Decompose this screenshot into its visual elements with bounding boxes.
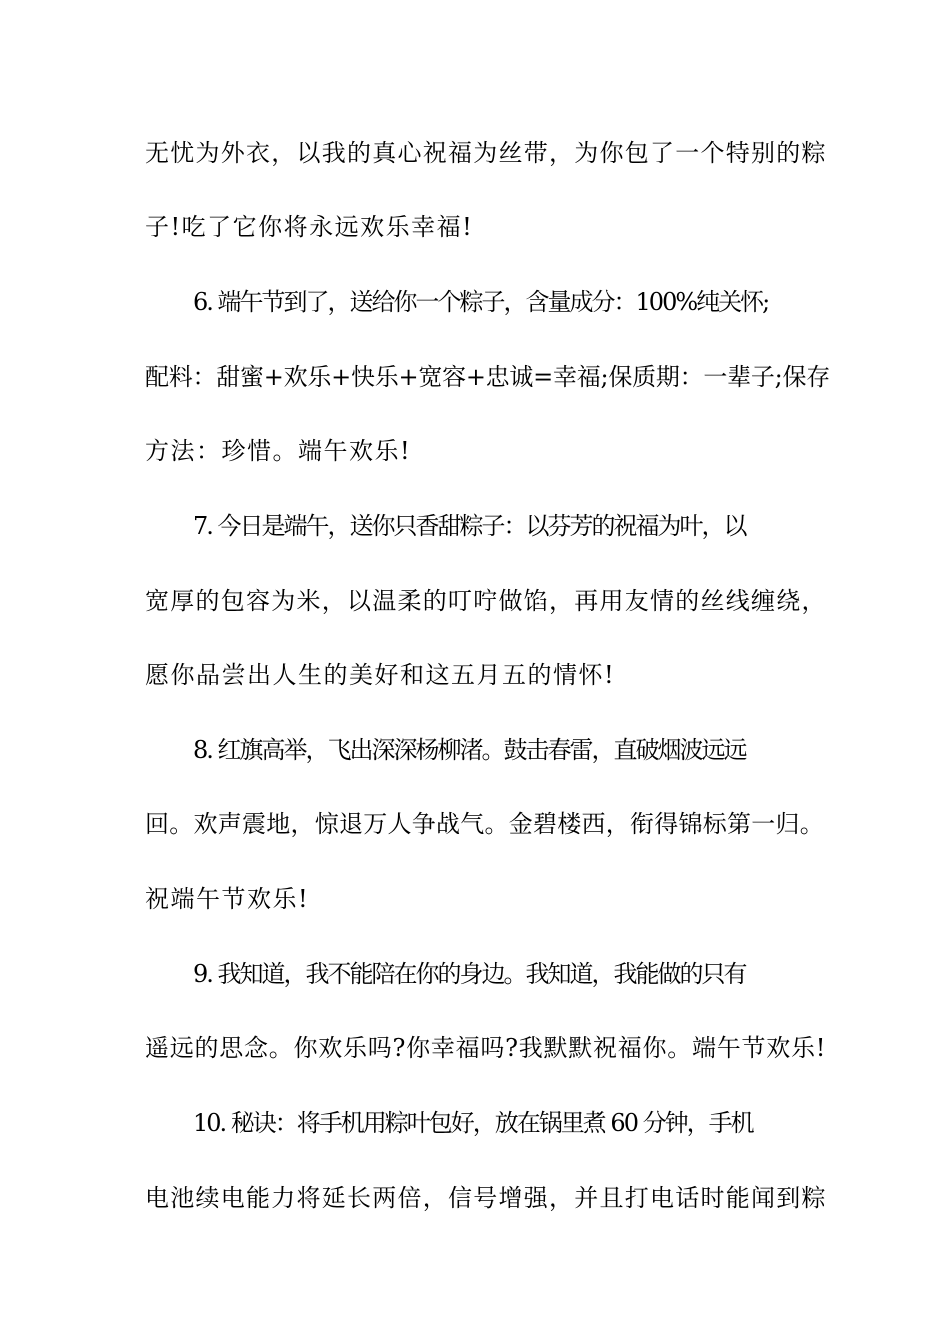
text-line: 愿你品尝出人生的美好和这五月五的情怀! <box>145 661 616 689</box>
list-item-9: 9. 我知道，我不能陪在你的身边。我知道，我能做的只有 <box>193 960 746 988</box>
text-line: 子!吃了它你将永远欢乐幸福! <box>145 213 474 241</box>
text-line: 遥远的思念。你欢乐吗?你幸福吗?我默默祝福你。端午节欢乐! <box>145 1034 827 1062</box>
text-line: 回。欢声震地，惊退万人争战气。金碧楼西，衔得锦标第一归。 <box>145 810 824 838</box>
list-item-8: 8. 红旗高举，飞出深深杨柳渚。鼓击春雷，直破烟波远远 <box>193 736 746 764</box>
text-line: 配料：甜蜜+欢乐+快乐+宽容+忠诚=幸福;保质期：一辈子;保存 <box>145 363 830 391</box>
text-line: 电池续电能力将延长两倍，信号增强，并且打电话时能闻到粽 <box>145 1184 827 1212</box>
text-line: 祝端午节欢乐! <box>145 885 310 913</box>
list-item-10: 10. 秘诀：将手机用粽叶包好，放在锅里煮 60 分钟，手机 <box>193 1109 753 1137</box>
list-item-7: 7. 今日是端午，送你只香甜粽子：以芬芳的祝福为叶，以 <box>193 512 746 540</box>
text-line: 无忧为外衣，以我的真心祝福为丝带，为你包了一个特别的粽 <box>145 139 827 167</box>
list-item-6: 6. 端午节到了，送给你一个粽子，含量成分：100%纯关怀; <box>193 288 769 316</box>
text-line: 方法：珍惜。端午欢乐! <box>145 437 412 465</box>
text-line: 宽厚的包容为米，以温柔的叮咛做馅，再用友情的丝线缠绕， <box>145 587 827 615</box>
